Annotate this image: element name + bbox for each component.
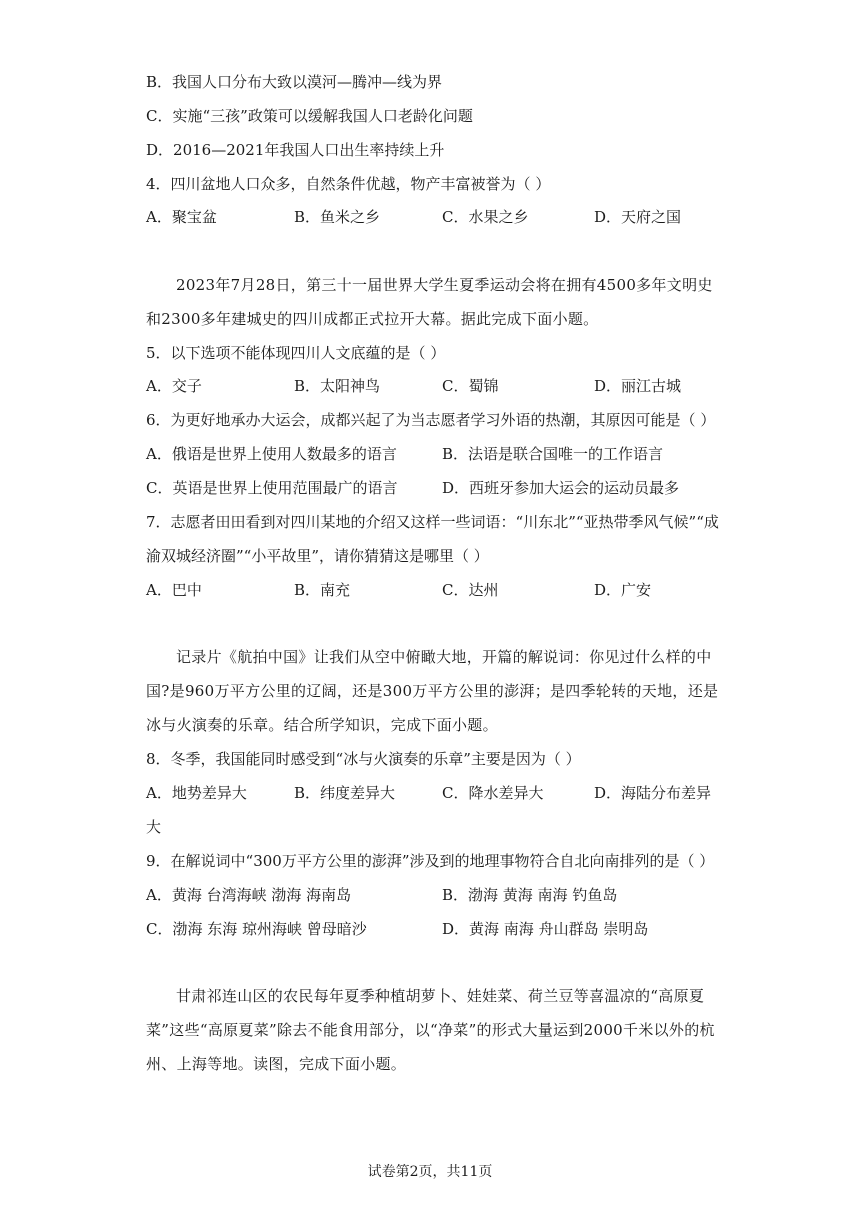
option-7c: C．达州 — [442, 581, 499, 599]
option-9c: C．渤海 东海 琼州海峡 曾母暗沙 — [146, 920, 367, 938]
question-7-line1: 7．志愿者田田看到对四川某地的介绍又这样一些词语：“川东北”“亚热带季风气候”“成 — [146, 513, 719, 531]
option-5a: A．交子 — [146, 377, 202, 395]
option-9d: D．黄海 南海 舟山群岛 崇明岛 — [442, 920, 649, 938]
option-3c: C．实施“三孩”政策可以缓解我国人口老龄化问题 — [146, 107, 473, 125]
question-6: 6．为更好地承办大运会，成都兴起了为当志愿者学习外语的热潮，其原因可能是（ ） — [146, 411, 716, 429]
option-5d: D．丽江古城 — [594, 377, 682, 395]
option-7a: A．巴中 — [146, 581, 202, 599]
option-6d: D．西班牙参加大运会的运动员最多 — [442, 479, 680, 497]
option-6a: A．俄语是世界上使用人数最多的语言 — [146, 445, 397, 463]
option-5b: B．太阳神鸟 — [294, 377, 381, 395]
option-4c: C．水果之乡 — [442, 208, 529, 226]
question-8: 8．冬季，我国能同时感受到“冰与火演奏的乐章”主要是因为（ ） — [146, 750, 581, 768]
option-6c: C．英语是世界上使用范围最广的语言 — [146, 479, 398, 497]
question-7-line2: 渝双城经济圈”“小平故里”，请你猜猜这是哪里（ ） — [146, 547, 489, 565]
option-4b: B．鱼米之乡 — [294, 208, 381, 226]
option-6b: B．法语是联合国唯一的工作语言 — [442, 445, 664, 463]
question-9: 9．在解说词中“300万平方公里的澎湃”涉及到的地理事物符合自北向南排列的是（ ） — [146, 852, 715, 870]
option-8b: B．纬度差异大 — [294, 784, 396, 802]
passage-plateau-vegetables: 甘肃祁连山区的农民每年夏季种植胡萝卜、娃娃菜、荷兰豆等喜温凉的“高原夏菜”这些“高原夏菜”除去不能食用部分，以“净菜”的形式大量运到2000千米以外的杭州、上海等地。读图，完成下面小题。 — [146, 987, 715, 1073]
page-footer: 试卷第2页，共11页 — [367, 1164, 493, 1180]
option-8c: C．降水差异大 — [442, 784, 544, 802]
option-3d: D．2016—2021年我国人口出生率持续上升 — [146, 141, 445, 159]
option-4a: A．聚宝盆 — [146, 208, 217, 226]
option-8d: D．海陆分布差异 — [594, 784, 712, 802]
passage-universiade: 2023年7月28日，第三十一届世界大学生夏季运动会将在拥有4500多年文明史和2300多年建城史的四川成都正式拉开大幕。据此完成下面小题。 — [146, 276, 713, 328]
option-7d: D．广安 — [594, 581, 652, 599]
option-3b: B．我国人口分布大致以漠河—腾冲—线为界 — [146, 73, 443, 91]
option-8d-wrap: 大 — [146, 818, 162, 836]
question-4: 4．四川盆地人口众多，自然条件优越，物产丰富被誉为（ ） — [146, 175, 551, 193]
option-5c: C．蜀锦 — [442, 377, 499, 395]
option-7b: B．南充 — [294, 581, 351, 599]
option-8a: A．地势差异大 — [146, 784, 247, 802]
option-9b: B．渤海 黄海 南海 钓鱼岛 — [442, 886, 618, 904]
question-5: 5．以下选项不能体现四川人文底蕴的是（ ） — [146, 344, 446, 362]
passage-aerial-china: 记录片《航拍中国》让我们从空中俯瞰大地，开篇的解说词：你见过什么样的中国?是960万平方公里的辽阔，还是300万平方公里的澎湃；是四季轮转的天地，还是冰与火演奏的乐章。结合所学知识，完成下面小题。 — [146, 648, 719, 734]
option-9a: A．黄海 台湾海峡 渤海 海南岛 — [146, 886, 352, 904]
option-4d: D．天府之国 — [594, 208, 682, 226]
